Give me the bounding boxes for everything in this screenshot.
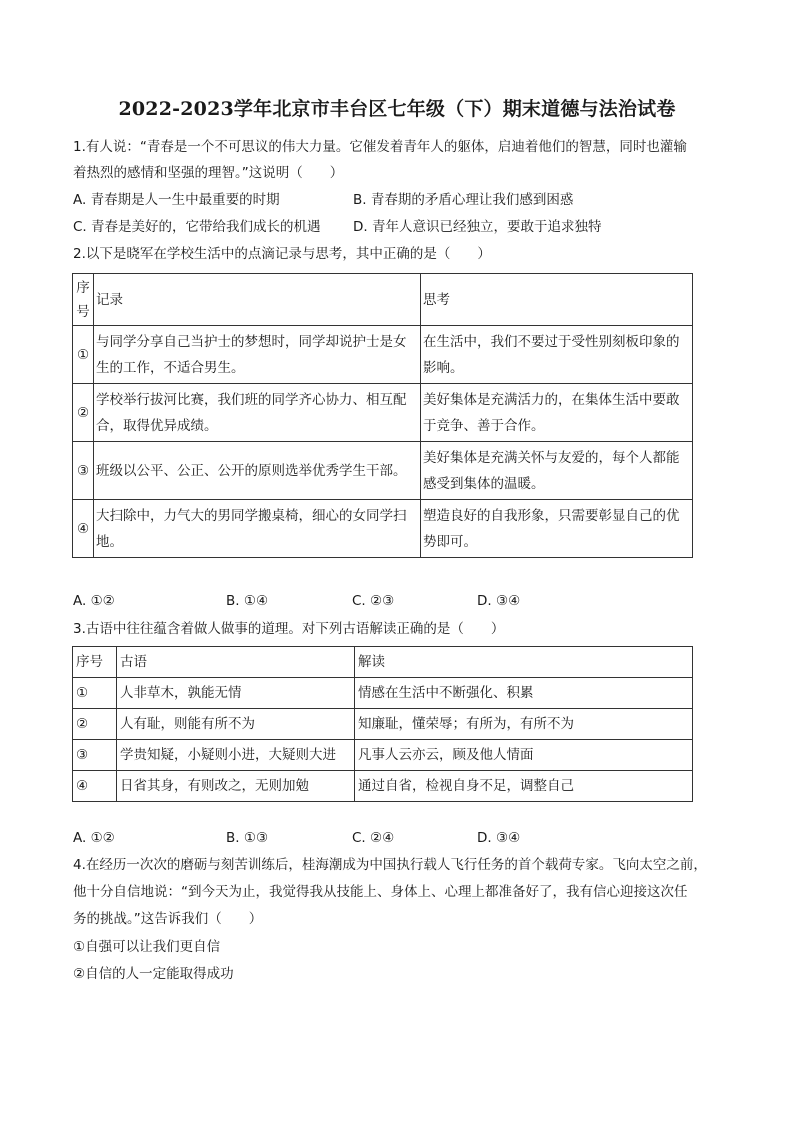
table-cell-thought: 美好集体是充满活力的，在集体生活中要敢于竞争、善于合作。 <box>421 384 693 442</box>
table-row <box>73 500 693 558</box>
table-header-row <box>73 647 693 678</box>
q4-stem-line2: 他十分自信地说：“到今天为止，我觉得我从技能上、身体上、心理上都准备好了，我有信心迎接这次任 <box>73 884 688 900</box>
q2-option-b: B. ①④ <box>226 593 269 609</box>
q2-table <box>72 273 693 558</box>
table-cell-number: ③ <box>73 442 94 500</box>
table-cell-interpretation: 凡事人云亦云，顾及他人情面 <box>355 740 693 771</box>
table-cell-interpretation: 通过自省，检视自身不足，调整自己 <box>355 771 693 802</box>
q1-stem-line2: 着热烈的感情和坚强的理智。”这说明（ ） <box>73 165 344 181</box>
table-cell-thought: 塑造良好的自我形象，只需要彰显自己的优势即可。 <box>421 500 693 558</box>
table-row <box>73 384 693 442</box>
table-header-cell: 序号 <box>73 274 94 326</box>
table-row <box>73 678 693 709</box>
q3-option-c: C. ②④ <box>352 830 395 846</box>
table-cell-thought: 在生活中，我们不要过于受性别刻板印象的影响。 <box>421 326 693 384</box>
q4-item-2: ②自信的人一定能取得成功 <box>73 966 234 982</box>
q3-option-d: D. ③④ <box>477 830 521 846</box>
table-row <box>73 709 693 740</box>
table-cell-saying: 日省其身，有则改之，无则加勉 <box>117 771 355 802</box>
table-cell-number: ① <box>73 326 94 384</box>
table-cell-number: ① <box>73 678 117 709</box>
q2-option-c: C. ②③ <box>352 593 395 609</box>
q1-stem-line1: 1.有人说：“青春是一个不可思议的伟大力量。它催发着青年人的躯体，启迪着他们的智慧，同时也灌输 <box>73 139 687 155</box>
table-header-cell: 思考 <box>421 274 693 326</box>
table-cell-thought: 美好集体是充满关怀与友爱的，每个人都能感受到集体的温暖。 <box>421 442 693 500</box>
q3-table <box>72 646 693 802</box>
table-row <box>73 771 693 802</box>
q3-option-b: B. ①③ <box>226 830 269 846</box>
q3-option-a: A. ①② <box>73 830 115 846</box>
table-row <box>73 740 693 771</box>
table-cell-record: 与同学分享自己当护士的梦想时，同学却说护士是女生的工作，不适合男生。 <box>94 326 421 384</box>
table-cell-saying: 学贵知疑，小疑则小进，大疑则大进 <box>117 740 355 771</box>
q4-item-1: ①自强可以让我们更自信 <box>73 939 221 955</box>
q2-option-d: D. ③④ <box>477 593 521 609</box>
table-cell-number: ② <box>73 384 94 442</box>
q4-stem-line1: 4.在经历一次次的磨砺与刻苦训练后，桂海潮成为中国执行载人飞行任务的首个载荷专家。飞向太空之前， <box>73 857 707 873</box>
exam-title: 2022-2023学年北京市丰台区七年级（下）期末道德与法治试卷 <box>118 98 676 120</box>
table-cell-record: 学校举行拔河比赛，我们班的同学齐心协力、相互配合，取得优异成绩。 <box>94 384 421 442</box>
q1-option-d: D. 青年人意识已经独立，要敢于追求独特 <box>353 219 602 235</box>
table-header-cell: 序号 <box>73 647 117 678</box>
table-cell-number: ③ <box>73 740 117 771</box>
q4-stem-line3: 务的挑战。”这告诉我们（ ） <box>73 911 263 927</box>
q2-stem: 2.以下是晓军在学校生活中的点滴记录与思考，其中正确的是（ ） <box>73 246 491 262</box>
table-cell-number: ④ <box>73 500 94 558</box>
q1-option-b: B. 青春期的矛盾心理让我们感到困惑 <box>353 192 574 208</box>
table-row <box>73 442 693 500</box>
table-header-cell: 古语 <box>117 647 355 678</box>
table-header-row <box>73 274 693 326</box>
table-header-cell: 记录 <box>94 274 421 326</box>
table-cell-number: ② <box>73 709 117 740</box>
table-cell-number: ④ <box>73 771 117 802</box>
q2-option-a: A. ①② <box>73 593 115 609</box>
q1-option-c: C. 青春是美好的，它带给我们成长的机遇 <box>73 219 321 235</box>
table-cell-record: 班级以公平、公正、公开的原则选举优秀学生干部。 <box>94 442 421 500</box>
table-cell-saying: 人有耻，则能有所不为 <box>117 709 355 740</box>
table-cell-interpretation: 情感在生活中不断强化、积累 <box>355 678 693 709</box>
table-cell-saying: 人非草木，孰能无情 <box>117 678 355 709</box>
table-row <box>73 326 693 384</box>
table-cell-record: 大扫除中，力气大的男同学搬桌椅，细心的女同学扫地。 <box>94 500 421 558</box>
table-cell-interpretation: 知廉耻，懂荣辱；有所为，有所不为 <box>355 709 693 740</box>
q3-stem: 3.古语中往往蕴含着做人做事的道理。对下列古语解读正确的是（ ） <box>73 621 505 637</box>
table-header-cell: 解读 <box>355 647 693 678</box>
q1-option-a: A. 青春期是人一生中最重要的时期 <box>73 192 280 208</box>
